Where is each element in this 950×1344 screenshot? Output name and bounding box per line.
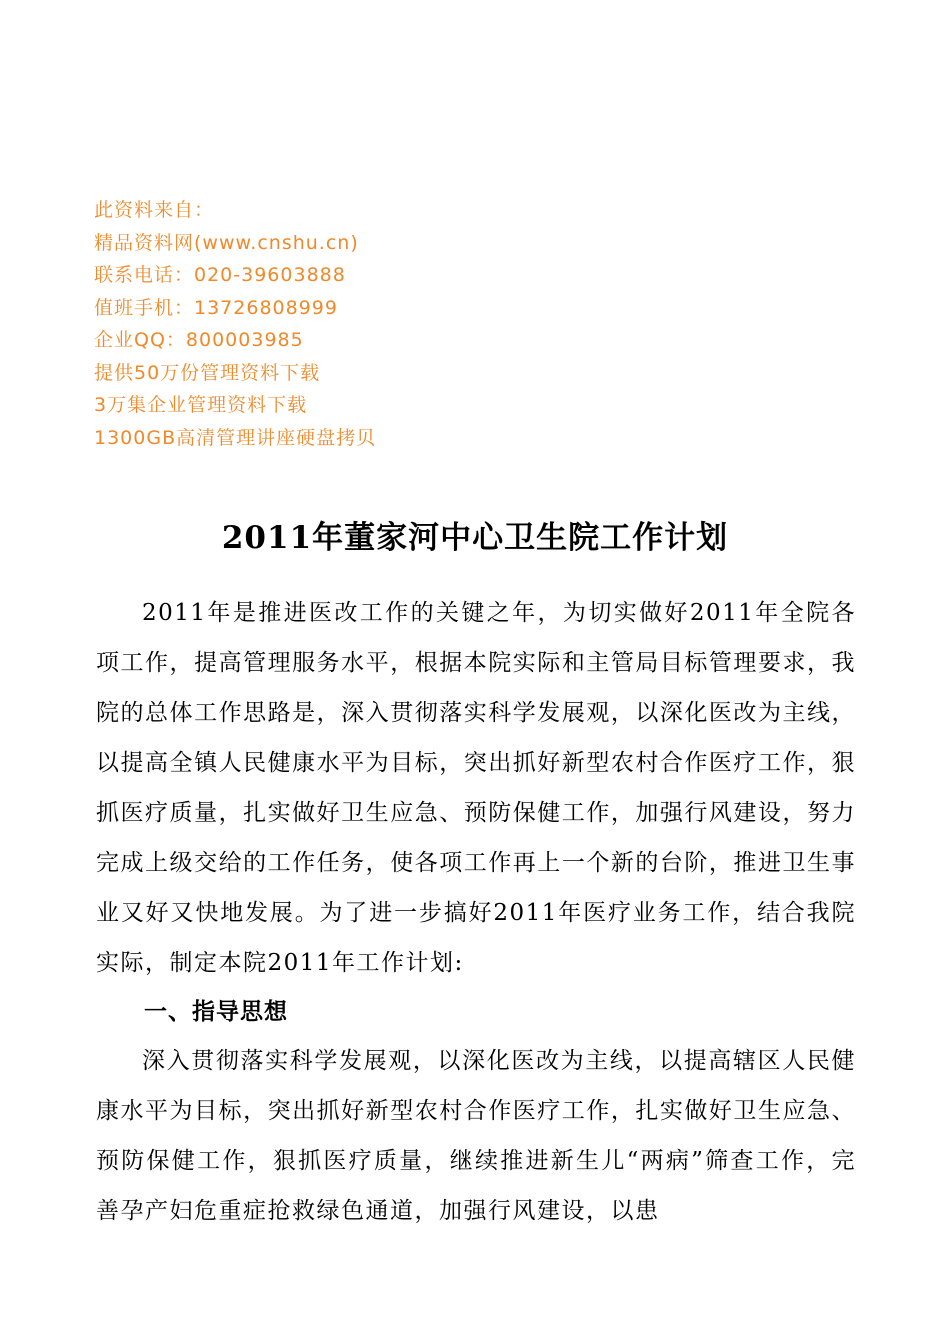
guiding-ideology-paragraph: 深入贯彻落实科学发展观，以深化医改为主线，以提高辖区人民健康水平为目标，突出抓好新型农村合作医疗工作，扎实做好卫生应急、预防保健工作，狠抓医疗质量，继续推进新生儿“两病”筛查工作，完善孕产妇危重症抢救绿色通道，加强行风建设，以患	[96, 1048, 856, 1224]
document-title: 2011年董家河中心卫生院工作计划	[221, 520, 729, 556]
section-heading-guiding-ideology: 一、指导思想	[144, 999, 288, 1025]
source-line-qq: 企业QQ：800003985	[94, 329, 304, 351]
source-line-offer-2: 3万集企业管理资料下载	[94, 394, 308, 416]
source-line-website: 精品资料网(www.cnshu.cn)	[94, 231, 359, 254]
intro-paragraph: 2011年是推进医改工作的关键之年，为切实做好2011年全院各项工作，提高管理服务水平，根据本院实际和主管局目标管理要求，我院的总体工作思路是，深入贯彻落实科学发展观，以深化医改为主线，以提高全镇人民健康水平为目标，突出抓好新型农村合作医疗工作，狠抓医疗质量，扎实做好卫生应急、预防保健工作，加强行风建设，努力完成上级交给的工作任务，使各项工作再上一个新的台阶，推进卫生事业又好又快地发展。为了进一步搞好2011年医疗业务工作，结合我院实际，制定本院2011年工作计划:	[96, 600, 856, 976]
source-line-offer-1: 提供50万份管理资料下载	[94, 361, 321, 384]
source-line-offer-3: 1300GB高清管理讲座硬盘拷贝	[94, 426, 377, 449]
source-line-mobile: 值班手机：13726808999	[94, 296, 338, 319]
source-info-block	[94, 194, 694, 454]
source-line-from: 此资料来自：	[94, 199, 215, 221]
source-line-phone: 联系电话：020-39603888	[94, 264, 346, 286]
